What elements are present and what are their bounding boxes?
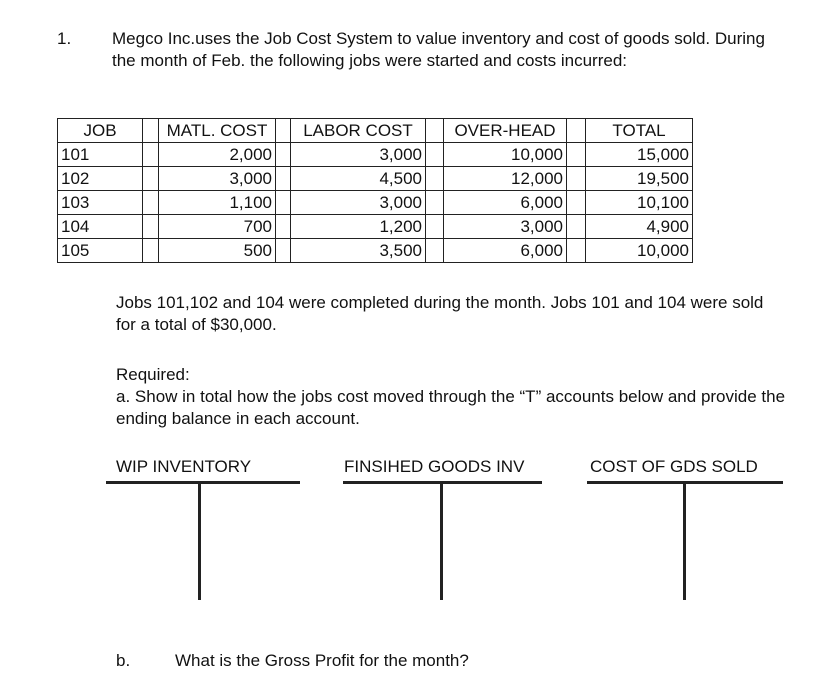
table-row [58, 191, 692, 215]
table-row [58, 143, 692, 167]
question-intro: Megco Inc.uses the Job Cost System to value inventory and cost of goods sold. During the month of Feb. the following jobs were started and costs incurred: [112, 29, 765, 70]
column-spacer [143, 119, 159, 143]
cell-total: 4,900 [586, 215, 692, 239]
header-matl-cost: MATL. COST [159, 119, 276, 143]
t-account-stem [198, 482, 201, 600]
cell-labor-cost: 1,200 [291, 215, 426, 239]
cell-total: 19,500 [586, 167, 692, 191]
cell-overhead: 6,000 [444, 191, 567, 215]
cell-labor-cost: 3,500 [291, 239, 426, 262]
column-spacer [567, 191, 586, 215]
cell-labor-cost: 4,500 [291, 167, 426, 191]
t-account-label-finished-goods: FINSIHED GOODS INV [344, 457, 525, 476]
cell-job: 102 [58, 167, 143, 191]
cell-job: 104 [58, 215, 143, 239]
header-total: TOTAL [586, 119, 692, 143]
cell-job: 101 [58, 143, 143, 167]
column-spacer [567, 215, 586, 239]
cell-job: 103 [58, 191, 143, 215]
question-number: 1. [57, 29, 72, 48]
column-spacer [143, 239, 159, 262]
column-spacer [276, 143, 291, 167]
cell-total: 10,000 [637, 240, 689, 260]
required-section [116, 364, 796, 430]
column-spacer [426, 143, 444, 167]
cell-matl-cost: 500 [159, 239, 276, 262]
cell-overhead: 6,000 [444, 239, 567, 262]
cell-total: 15,000 [586, 143, 692, 167]
cell-matl-cost: 700 [159, 215, 276, 239]
column-spacer [426, 167, 444, 191]
column-spacer [426, 215, 444, 239]
column-spacer [567, 143, 586, 167]
cell-overhead: 12,000 [444, 167, 567, 191]
cell-labor-cost: 3,000 [291, 143, 426, 167]
column-spacer [426, 191, 444, 215]
cell-matl-cost: 2,000 [159, 143, 276, 167]
table-row [58, 239, 692, 262]
column-spacer [426, 119, 444, 143]
header-overhead: OVER-HEAD [444, 119, 567, 143]
column-spacer [567, 119, 586, 143]
cell-matl-cost: 1,100 [159, 191, 276, 215]
column-spacer [567, 167, 586, 191]
table-row [58, 167, 692, 191]
column-spacer [143, 167, 159, 191]
required-part-a: a. Show in total how the jobs cost moved through the “T” accounts below and provide the ending balance in each account. [116, 387, 786, 428]
column-spacer [276, 215, 291, 239]
cell-overhead: 3,000 [444, 215, 567, 239]
t-account-stem [440, 482, 443, 600]
t-account-stem [683, 482, 686, 600]
column-spacer [276, 167, 291, 191]
column-spacer [276, 191, 291, 215]
column-spacer [276, 239, 291, 262]
table-row [58, 215, 692, 239]
column-spacer [567, 239, 586, 262]
t-account-label-wip: WIP INVENTORY [116, 457, 252, 476]
job-cost-table [57, 118, 693, 263]
table-header-row [58, 119, 692, 143]
t-account-crossbar [106, 481, 300, 484]
required-heading: Required: [116, 365, 190, 384]
column-spacer [143, 143, 159, 167]
column-spacer [143, 215, 159, 239]
cell-matl-cost: 3,000 [159, 167, 276, 191]
completion-paragraph: Jobs 101,102 and 104 were completed during the month. Jobs 101 and 104 were sold for a total of $30,000. [116, 293, 764, 334]
cell-labor-cost: 3,000 [291, 191, 426, 215]
column-spacer [143, 191, 159, 215]
part-b-marker: b. [116, 651, 131, 670]
cell-job: 105 [58, 239, 143, 262]
t-account-label-cogs: COST OF GDS SOLD [590, 457, 758, 476]
cell-total: 10,100 [586, 191, 692, 215]
part-b-question: What is the Gross Profit for the month? [175, 651, 469, 670]
column-spacer [276, 119, 291, 143]
header-labor-cost: LABOR COST [291, 119, 426, 143]
cell-overhead: 10,000 [444, 143, 567, 167]
header-job: JOB [58, 119, 143, 143]
column-spacer [426, 239, 444, 262]
